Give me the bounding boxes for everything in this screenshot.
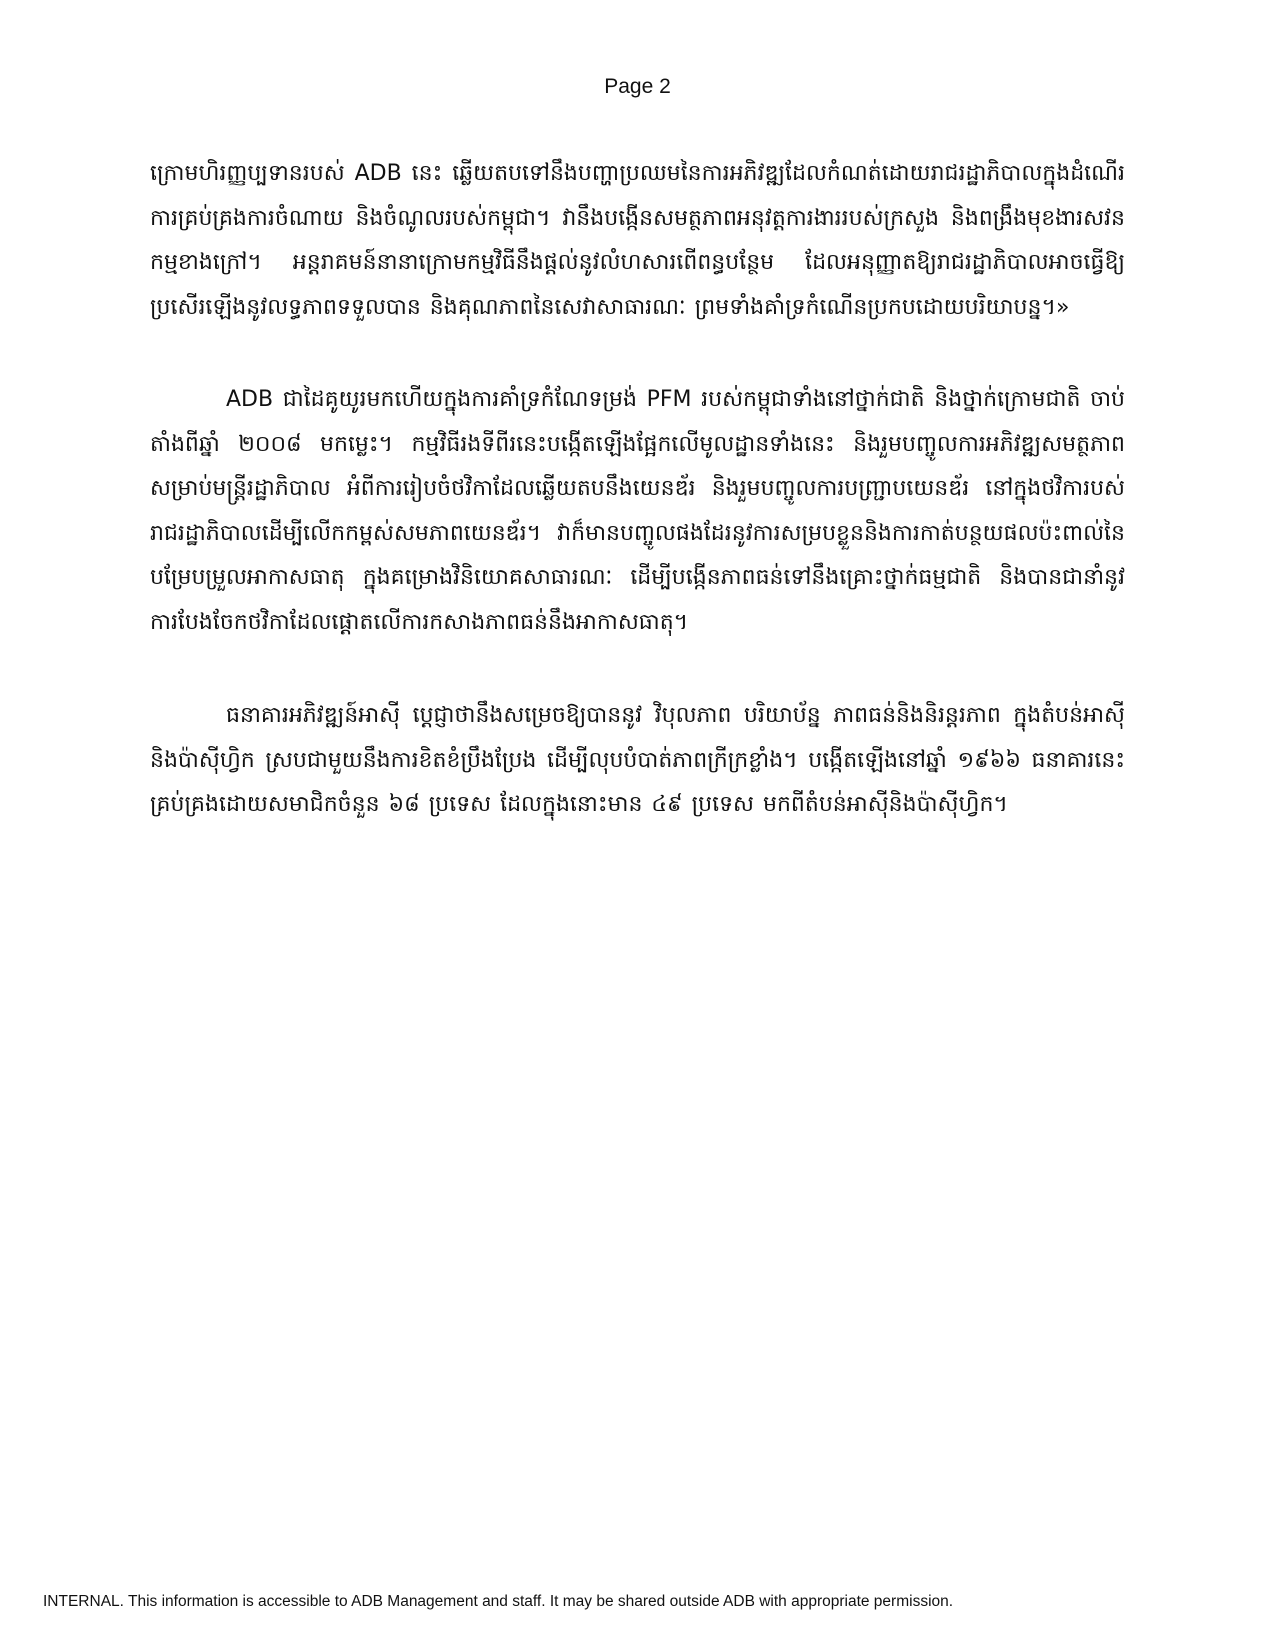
classification-footer: INTERNAL. This information is accessible to ADB Management and staff. It may be shared outside ADB with appropriate permission. <box>43 1593 954 1610</box>
page-number: Page 2 <box>604 75 671 98</box>
press-release-body <box>150 152 1125 868</box>
paragraph-adb-pfm-support: ADB ជាដៃគូយូរមកហើយក្នុងការគាំទ្រកំណែទម្រង់ PFM របស់កម្ពុជាទាំងនៅថ្នាក់ជាតិ និងថ្នាក់ក្រោមជាតិ ចាប់តាំងពីឆ្នាំ ២០០៨ មកម្លេះ។ កម្មវិធីរងទីពីរនេះបង្កើតឡើងផ្អែកលើមូលដ្ឋានទាំងនេះ និងរួមបញ្ចូលការអភិវឌ្ឍសមត្ថភាពសម្រាប់មន្ត្រីរដ្ឋាភិបាល អំពីការរៀបចំថវិកាដែលឆ្លើយតបនឹងយេនឌ័រ និងរួមបញ្ចូលការបញ្ជ្រាបយេនឌ័រ នៅក្នុងថវិការបស់រាជរដ្ឋាភិបាលដើម្បីលើកកម្ពស់សមភាពយេនឌ័រ។ វាក៏មានបញ្ចូលផងដែរនូវការសម្របខ្លួននិងការកាត់បន្ថយផលប៉ះពាល់នៃបម្រែបម្រួលអាកាសធាតុ ក្នុងគម្រោងវិនិយោគសាធារណៈ ដើម្បីបង្កើនភាពធន់ទៅនឹងគ្រោះថ្នាក់ធម្មជាតិ និងបានជានាំនូវការបែងចែកថវិកាដែលផ្តោតលើការកសាងភាពធន់នឹងអាកាសធាតុ។ <box>150 387 1125 635</box>
paragraph-about-adb: ធនាគារអភិវឌ្ឍន៍អាស៊ី ប្តេជ្ញាថានឹងសម្រេចឱ្យបាននូវ វិបុលភាព បរិយាប័ន្ន ភាពធន់និងនិរន្តរភាព ក្នុងតំបន់អាស៊ីនិងប៉ាស៊ីហ្វិក ស្របជាមួយនឹងការខិតខំប្រឹងប្រែង ដើម្បីលុបបំបាត់ភាពក្រីក្រខ្លាំង។ បង្កើតឡើងនៅឆ្នាំ ១៩៦៦ ធនាគារនេះគ្រប់គ្រងដោយសមាជិកចំនួន ៦៨ ប្រទេស ដែលក្នុងនោះមាន ៤៩ ប្រទេស មកពីតំបន់អាស៊ីនិងប៉ាស៊ីហ្វិក។ <box>150 703 1125 817</box>
paragraph-program-impact: ក្រោមហិរញ្ញប្បទានរបស់ ADB នេះ ឆ្លើយតបទៅនឹងបញ្ហាប្រឈមនៃការអភិវឌ្ឍដែលកំណត់ដោយរាជរដ្ឋាភិបាលក្នុងដំណើរការគ្រប់គ្រងការចំណាយ និងចំណូលរបស់កម្ពុជា។ វានឹងបង្កើនសមត្ថភាពអនុវត្តការងាររបស់ក្រសួង និងពង្រឹងមុខងារសវនកម្មខាងក្រៅ។ អន្តរាគមន៍នានាក្រោមកម្មវិធីនឹងផ្តល់នូវលំហសារពើពន្ធបន្ថែម ដែលអនុញ្ញាតឱ្យរាជរដ្ឋាភិបាលអាចធ្វើឱ្យប្រសើរឡើងនូវលទ្ធភាពទទួលបាន និងគុណភាពនៃសេវាសាធារណៈ ព្រមទាំងគាំទ្រកំណើនប្រកបដោយបរិយាបន្ន។» <box>150 161 1125 320</box>
